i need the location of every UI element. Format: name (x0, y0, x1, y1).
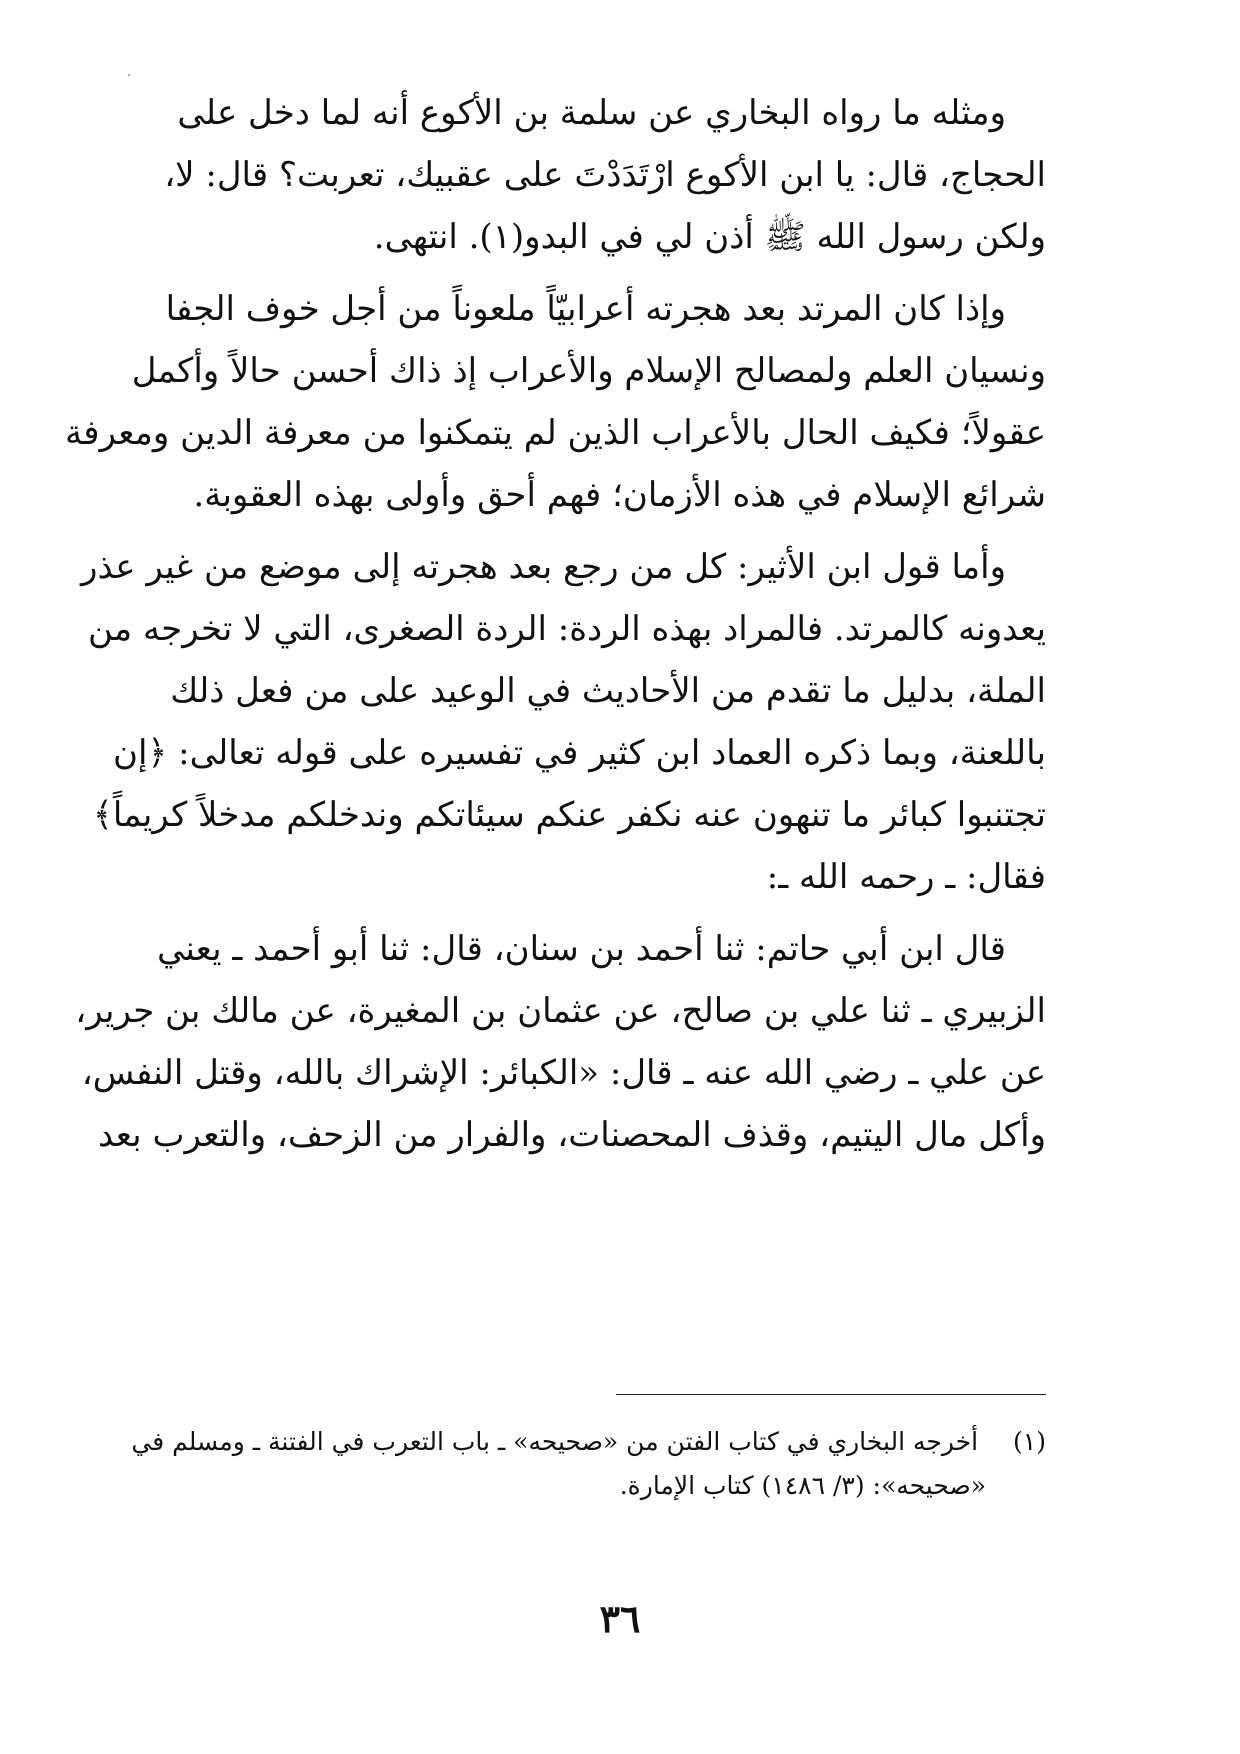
footnote-separator (616, 1394, 1046, 1395)
paragraph-line: عقولاً؛ فكيف الحال بالأعراب الذين لم يتمكنوا من معرفة الدين ومعرفة (65, 413, 1046, 453)
paragraph-line: وإذا كان المرتد بعد هجرته أعرابيّاً ملعوناً من أجل خوف الجفا (165, 289, 1006, 329)
paragraph-3 (81, 536, 1046, 908)
footnote-line: «صحيحه»: (٣/ ١٤٨٦) كتاب الإمارة. (619, 1471, 986, 1500)
paragraph-line: وأكل مال اليتيم، وقذف المحصنات، والفرار من الزحف، والتعرب بعد (97, 1115, 1046, 1155)
paragraph-line: الحجاج، قال: يا ابن الأكوع ارْتَدَدْتَ على عقبيك، تعربت؟ قال: لا، (164, 155, 1046, 195)
paragraph-4 (75, 918, 1046, 1166)
paragraph-line: قال ابن أبي حاتم: ثنا أحمد بن سنان، قال: ثنا أبو أحمد ـ يعني (157, 929, 1006, 969)
paragraph-line: الملة، بدليل ما تقدم من الأحاديث في الوعيد على من فعل ذلك (170, 671, 1046, 711)
paragraph-line: ومثله ما رواه البخاري عن سلمة بن الأكوع أنه لما دخل على (177, 93, 1006, 133)
footnote-number: (١) (1013, 1427, 1046, 1456)
paragraph-line: عن علي ـ رضي الله عنه ـ قال: «الكبائر: الإشراك بالله، وقتل النفس، (81, 1053, 1046, 1093)
paragraph-2 (65, 278, 1046, 526)
paragraph-line: تجتنبوا كبائر ما تنهون عنه نكفر عنكم سيئاتكم وندخلكم مدخلاً كريماً﴾ (92, 795, 1046, 835)
footnotes (131, 1420, 1046, 1508)
footnote-text: أخرجه البخاري في كتاب الفتن من «صحيحه» ـ باب التعرب في الفتنة ـ ومسلم في (131, 1427, 979, 1456)
body-text (65, 82, 1046, 1166)
paragraph-line: ونسيان العلم ولمصالح الإسلام والأعراب إذ ذاك أحسن حالاً وأكمل (131, 351, 1046, 391)
paragraph-1 (146, 82, 1046, 268)
paragraph-line: يعدونه كالمرتد. فالمراد بهذه الردة: الردة الصغرى، التي لا تخرجه من (88, 609, 1046, 649)
footnote-1 (131, 1420, 1046, 1508)
paragraph-line: باللعنة، وبما ذكره العماد ابن كثير في تفسيره على قوله تعالى: ﴿إن (112, 733, 1046, 773)
paragraph-line: الزبيري ـ ثنا علي بن صالح، عن عثمان بن المغيرة، عن مالك بن جرير، (75, 991, 1046, 1031)
scan-speck (128, 74, 130, 76)
page-number: ٣٦ (599, 1596, 641, 1641)
paragraph-line: وأما قول ابن الأثير: كل من رجع بعد هجرته إلى موضع من غير عذر (81, 547, 1006, 587)
paragraph-line: ولكن رسول الله ﷺ أذن لي في البدو(١). انتهى. (373, 217, 1046, 257)
paragraph-line: شرائع الإسلام في هذه الأزمان؛ فهم أحق وأولى بهذه العقوبة. (193, 475, 1046, 515)
footnote-line (131, 1420, 1046, 1464)
paragraph-line: فقال: ـ رحمه الله ـ: (766, 857, 1046, 897)
